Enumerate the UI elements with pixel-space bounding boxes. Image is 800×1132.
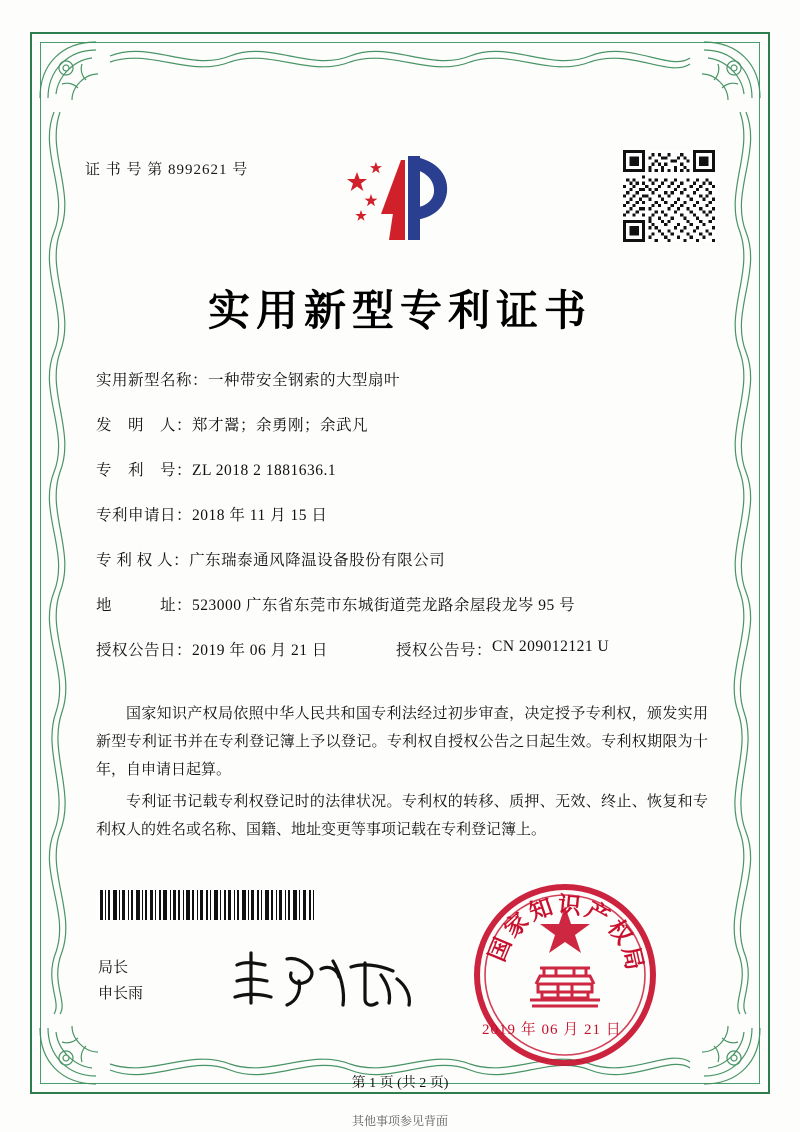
field-value: 郑才翯；余勇刚；余武凡 <box>192 417 369 434</box>
grant-date-value: 2019 年 06 月 21 日 <box>192 642 328 659</box>
field-value: 广东瑞泰通风降温设备股份有限公司 <box>189 552 446 569</box>
field-value: 2018 年 11 月 15 日 <box>192 507 328 524</box>
field-inventors <box>96 413 716 435</box>
field-patent-number <box>96 458 716 480</box>
field-value: ZL 2018 2 1881636.1 <box>192 462 337 479</box>
field-address <box>96 593 716 615</box>
qr-code-icon <box>623 150 715 242</box>
footer-watermark: 其他事项参见背面 <box>351 1114 448 1128</box>
signature-block <box>98 955 143 1007</box>
grant-number-label: 授权公告号： <box>396 642 493 659</box>
page-title: 实用新型专利证书 <box>207 289 592 335</box>
grant-number-value: CN 209012121 U <box>492 638 610 655</box>
field-patentee <box>96 548 716 570</box>
field-label: 专 利 权 人： <box>96 552 190 569</box>
svg-text:国家知识产权局: 国家知识产权局 <box>484 892 648 976</box>
certificate-number: 证 书 号 第 8992621 号 <box>85 162 249 178</box>
field-application-date <box>96 503 716 525</box>
field-utility-model-name <box>96 368 716 390</box>
barcode-icon <box>98 890 316 920</box>
field-value: 523000 广东省东莞市东城街道莞龙路余屋段龙岑 95 号 <box>192 597 576 614</box>
director-title-label: 局长 <box>98 960 129 976</box>
paragraph-1: 国家知识产权局依照中华人民共和国专利法经过初步审查，决定授予专利权，颁发实用新型专利证书并在专利登记簿上予以登记。专利权自授权公告之日起生效。专利权期限为十年，自申请日起算。 <box>96 706 708 778</box>
handwritten-signature-icon <box>225 945 425 1015</box>
field-label: 发 明 人： <box>96 417 193 434</box>
paragraph-2: 专利证书记载专利权登记时的法律状况。专利权的转移、质押、无效、终止、恢复和专利权人的姓名或名称、国籍、地址变更等事项记载在专利登记簿上。 <box>96 794 708 838</box>
field-value: 一种带安全钢索的大型扇叶 <box>208 372 401 389</box>
patent-office-logo-icon <box>345 148 455 248</box>
seal-date: 2019 年 06 月 21 日 <box>482 1022 622 1038</box>
legal-text <box>96 700 708 848</box>
page-indicator: 第 1 页 (共 2 页) <box>351 1076 449 1091</box>
director-name-label: 申长雨 <box>98 986 144 1002</box>
field-label: 地 址： <box>96 597 193 614</box>
field-label: 实用新型名称： <box>96 372 209 389</box>
grant-date-label: 授权公告日： <box>96 642 193 659</box>
field-list <box>96 368 716 683</box>
official-red-seal-icon <box>470 880 660 1070</box>
field-grant-row <box>96 638 716 660</box>
field-label: 专 利 号： <box>96 462 193 479</box>
field-label: 专利申请日： <box>96 507 193 524</box>
